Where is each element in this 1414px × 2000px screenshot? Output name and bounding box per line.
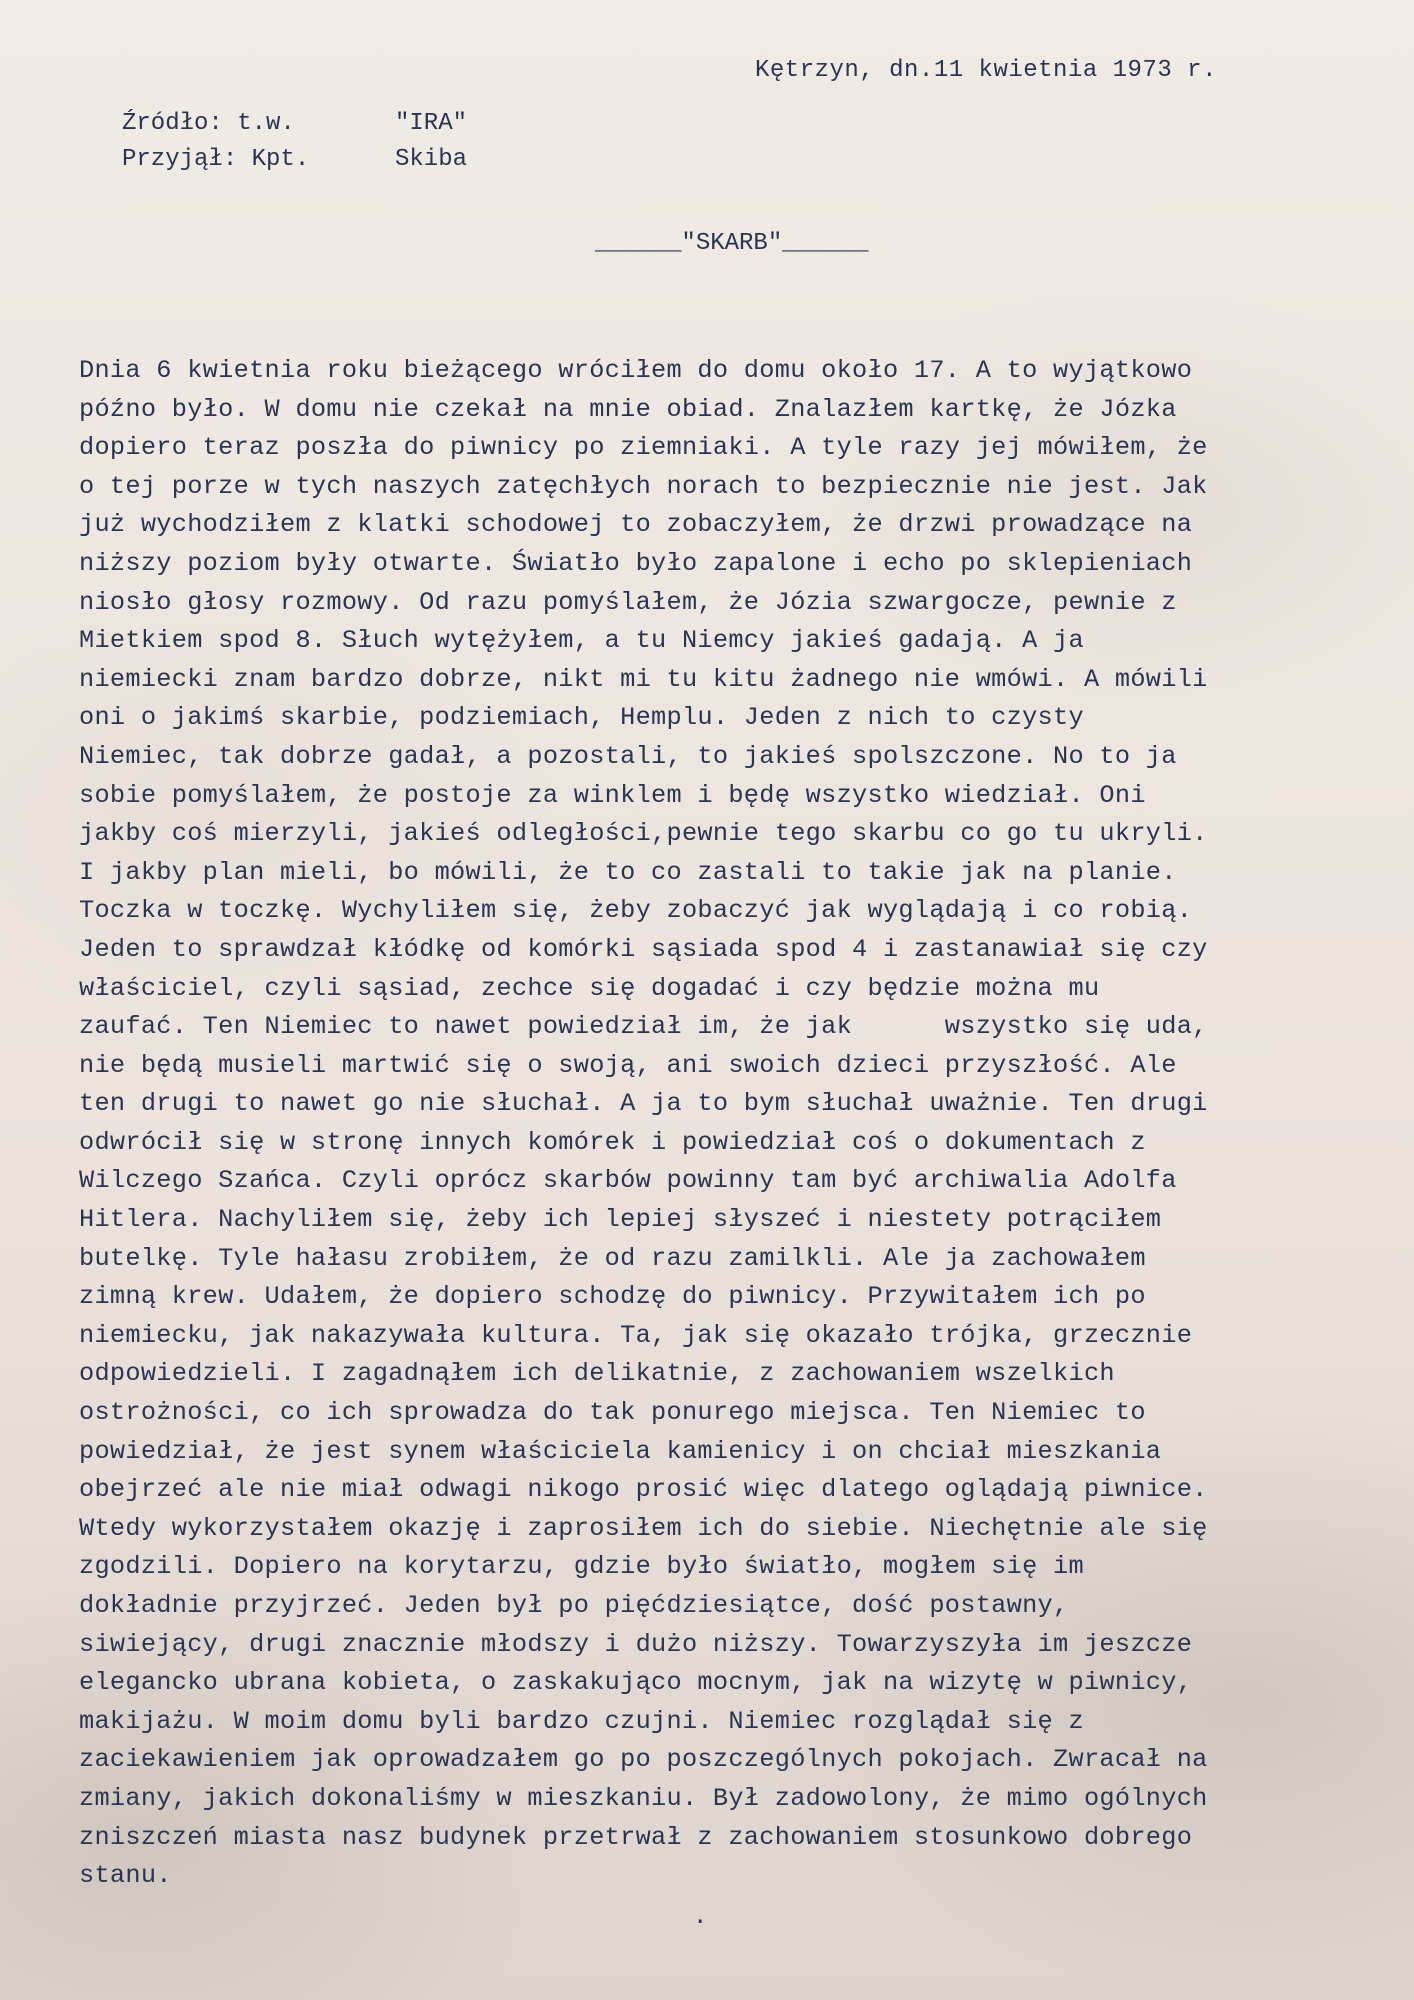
report-body xyxy=(79,352,1399,1896)
receiver-value: Skiba xyxy=(395,146,468,173)
body-line: niosło głosy rozmowy. Od razu pomyślałem, że Józia szwargocze, pewnie z xyxy=(79,587,1177,617)
body-line: ten drugi to nawet go nie słuchał. A ja to bym słuchał uważnie. Ten drugi xyxy=(79,1089,1208,1119)
body-line: Mietkiem spod 8. Słuch wytężyłem, a tu Niemcy jakieś gadają. A ja xyxy=(79,626,1084,656)
receiver-label: Przyjął: Kpt. xyxy=(122,146,310,173)
body-line: Wtedy wykorzystałem okazję i zaprosiłem ich do siebie. Niechętnie ale się xyxy=(79,1513,1208,1543)
source-line xyxy=(122,110,467,137)
body-line: nie będą musieli martwić się o swoją, ani swoich dzieci przyszłość. Ale xyxy=(79,1050,1177,1080)
body-line: powiedział, że jest synem właściciela kamienicy i on chciał mieszkania xyxy=(79,1436,1162,1466)
body-line: stanu. xyxy=(79,1861,172,1891)
body-line: zaciekawieniem jak oprowadzałem go po poszczególnych pokojach. Zwracał na xyxy=(79,1745,1208,1775)
body-line: niemiecku, jak nakazywała kultura. Ta, jak się okazało trójka, grzecznie xyxy=(79,1320,1193,1350)
body-line: Wilczego Szańca. Czyli oprócz skarbów powinny tam być archiwalia Adolfa xyxy=(79,1166,1177,1196)
body-line: niższy poziom były otwarte. Światło było zapalone i echo po sklepieniach xyxy=(79,548,1193,578)
body-line: zmiany, jakich dokonaliśmy w mieszkaniu. Był zadowolony, że mimo ogólnych xyxy=(79,1783,1208,1813)
body-line: odpowiedzieli. I zagadnąłem ich delikatnie, z zachowaniem wszelkich xyxy=(79,1359,1115,1389)
body-line: dopiero teraz poszła do piwnicy po ziemniaki. A tyle razy jej mówiłem, że xyxy=(79,433,1208,463)
body-line: zaufać. Ten Niemiec to nawet powiedział im, że jak wszystko się uda, xyxy=(79,1012,1208,1042)
document-title: ______"SKARB"______ xyxy=(595,230,869,257)
body-line: I jakby plan mieli, bo mówili, że to co zastali to takie jak na planie. xyxy=(79,857,1177,887)
body-line: Dnia 6 kwietnia roku bieżącego wróciłem do domu około 17. A to wyjątkowo xyxy=(79,356,1193,385)
body-line: późno było. W domu nie czekał na mnie obiad. Znalazłem kartkę, że Józka xyxy=(79,394,1177,424)
place-and-date: Kętrzyn, dn.11 kwietnia 1973 r. xyxy=(755,57,1217,84)
body-line: jakby coś mierzyli, jakieś odległości,pewnie tego skarbu co go tu ukryli. xyxy=(79,819,1208,849)
source-label: Źródło: t.w. xyxy=(122,110,295,137)
body-line: Hitlera. Nachyliłem się, żeby ich lepiej słyszeć i niestety potrąciłem xyxy=(79,1205,1162,1235)
body-line: butelkę. Tyle hałasu zrobiłem, że od razu zamilkli. Ale ja zachowałem xyxy=(79,1243,1146,1273)
body-line: zniszczeń miasta nasz budynek przetrwał z zachowaniem stosunkowo dobrego xyxy=(79,1822,1193,1852)
body-line: już wychodziłem z klatki schodowej to zobaczyłem, że drzwi prowadzące na xyxy=(79,510,1193,540)
body-line: elegancko ubrana kobieta, o zaskakująco mocnym, jak na wizytę w piwnicy, xyxy=(79,1668,1193,1698)
body-line: zimną krew. Udałem, że dopiero schodzę do piwnicy. Przywitałem ich po xyxy=(79,1282,1146,1312)
body-line: odwrócił się w stronę innych komórek i powiedział coś o dokumentach z xyxy=(79,1127,1146,1157)
source-value: "IRA" xyxy=(395,110,468,137)
body-line: niemiecki znam bardzo dobrze, nikt mi tu kitu żadnego nie wmówi. A mówili xyxy=(79,664,1208,694)
footer-mark: . xyxy=(693,1904,708,1931)
body-line: oni o jakimś skarbie, podziemiach, Hemplu. Jeden z nich to czysty xyxy=(79,703,1084,733)
body-line: obejrzeć ale nie miał odwagi nikogo prosić więc dlatego oglądają piwnice. xyxy=(79,1475,1208,1505)
body-line: Niemiec, tak dobrze gadał, a pozostali, to jakieś spolszczone. No to ja xyxy=(79,741,1177,771)
body-line: zgodzili. Dopiero na korytarzu, gdzie było światło, mogłem się im xyxy=(79,1552,1084,1582)
body-line: sobie pomyślałem, że postoje za winklem i będę wszystko wiedział. Oni xyxy=(79,780,1146,810)
body-line: dokładnie przyjrzeć. Jeden był po pięćdziesiątce, dość postawny, xyxy=(79,1591,1069,1620)
body-line: makijażu. W moim domu byli bardzo czujni. Niemiec rozglądał się z xyxy=(79,1706,1084,1736)
body-line: o tej porze w tych naszych zatęchłych norach to bezpiecznie nie jest. Jak xyxy=(79,471,1208,501)
receiver-line xyxy=(122,146,467,173)
body-line: Toczka w toczkę. Wychyliłem się, żeby zobaczyć jak wyglądają i co robią. xyxy=(79,896,1193,926)
body-line: siwiejący, drugi znacznie młodszy i dużo niższy. Towarzyszyła im jeszcze xyxy=(79,1629,1193,1659)
body-line: Jeden to sprawdzał kłódkę od komórki sąsiada spod 4 i zastanawiał się czy xyxy=(79,934,1208,964)
body-line: właściciel, czyli sąsiad, zechce się dogadać i czy będzie można mu xyxy=(79,973,1100,1003)
body-line: ostrożności, co ich sprowadza do tak ponurego miejsca. Ten Niemiec to xyxy=(79,1398,1146,1428)
